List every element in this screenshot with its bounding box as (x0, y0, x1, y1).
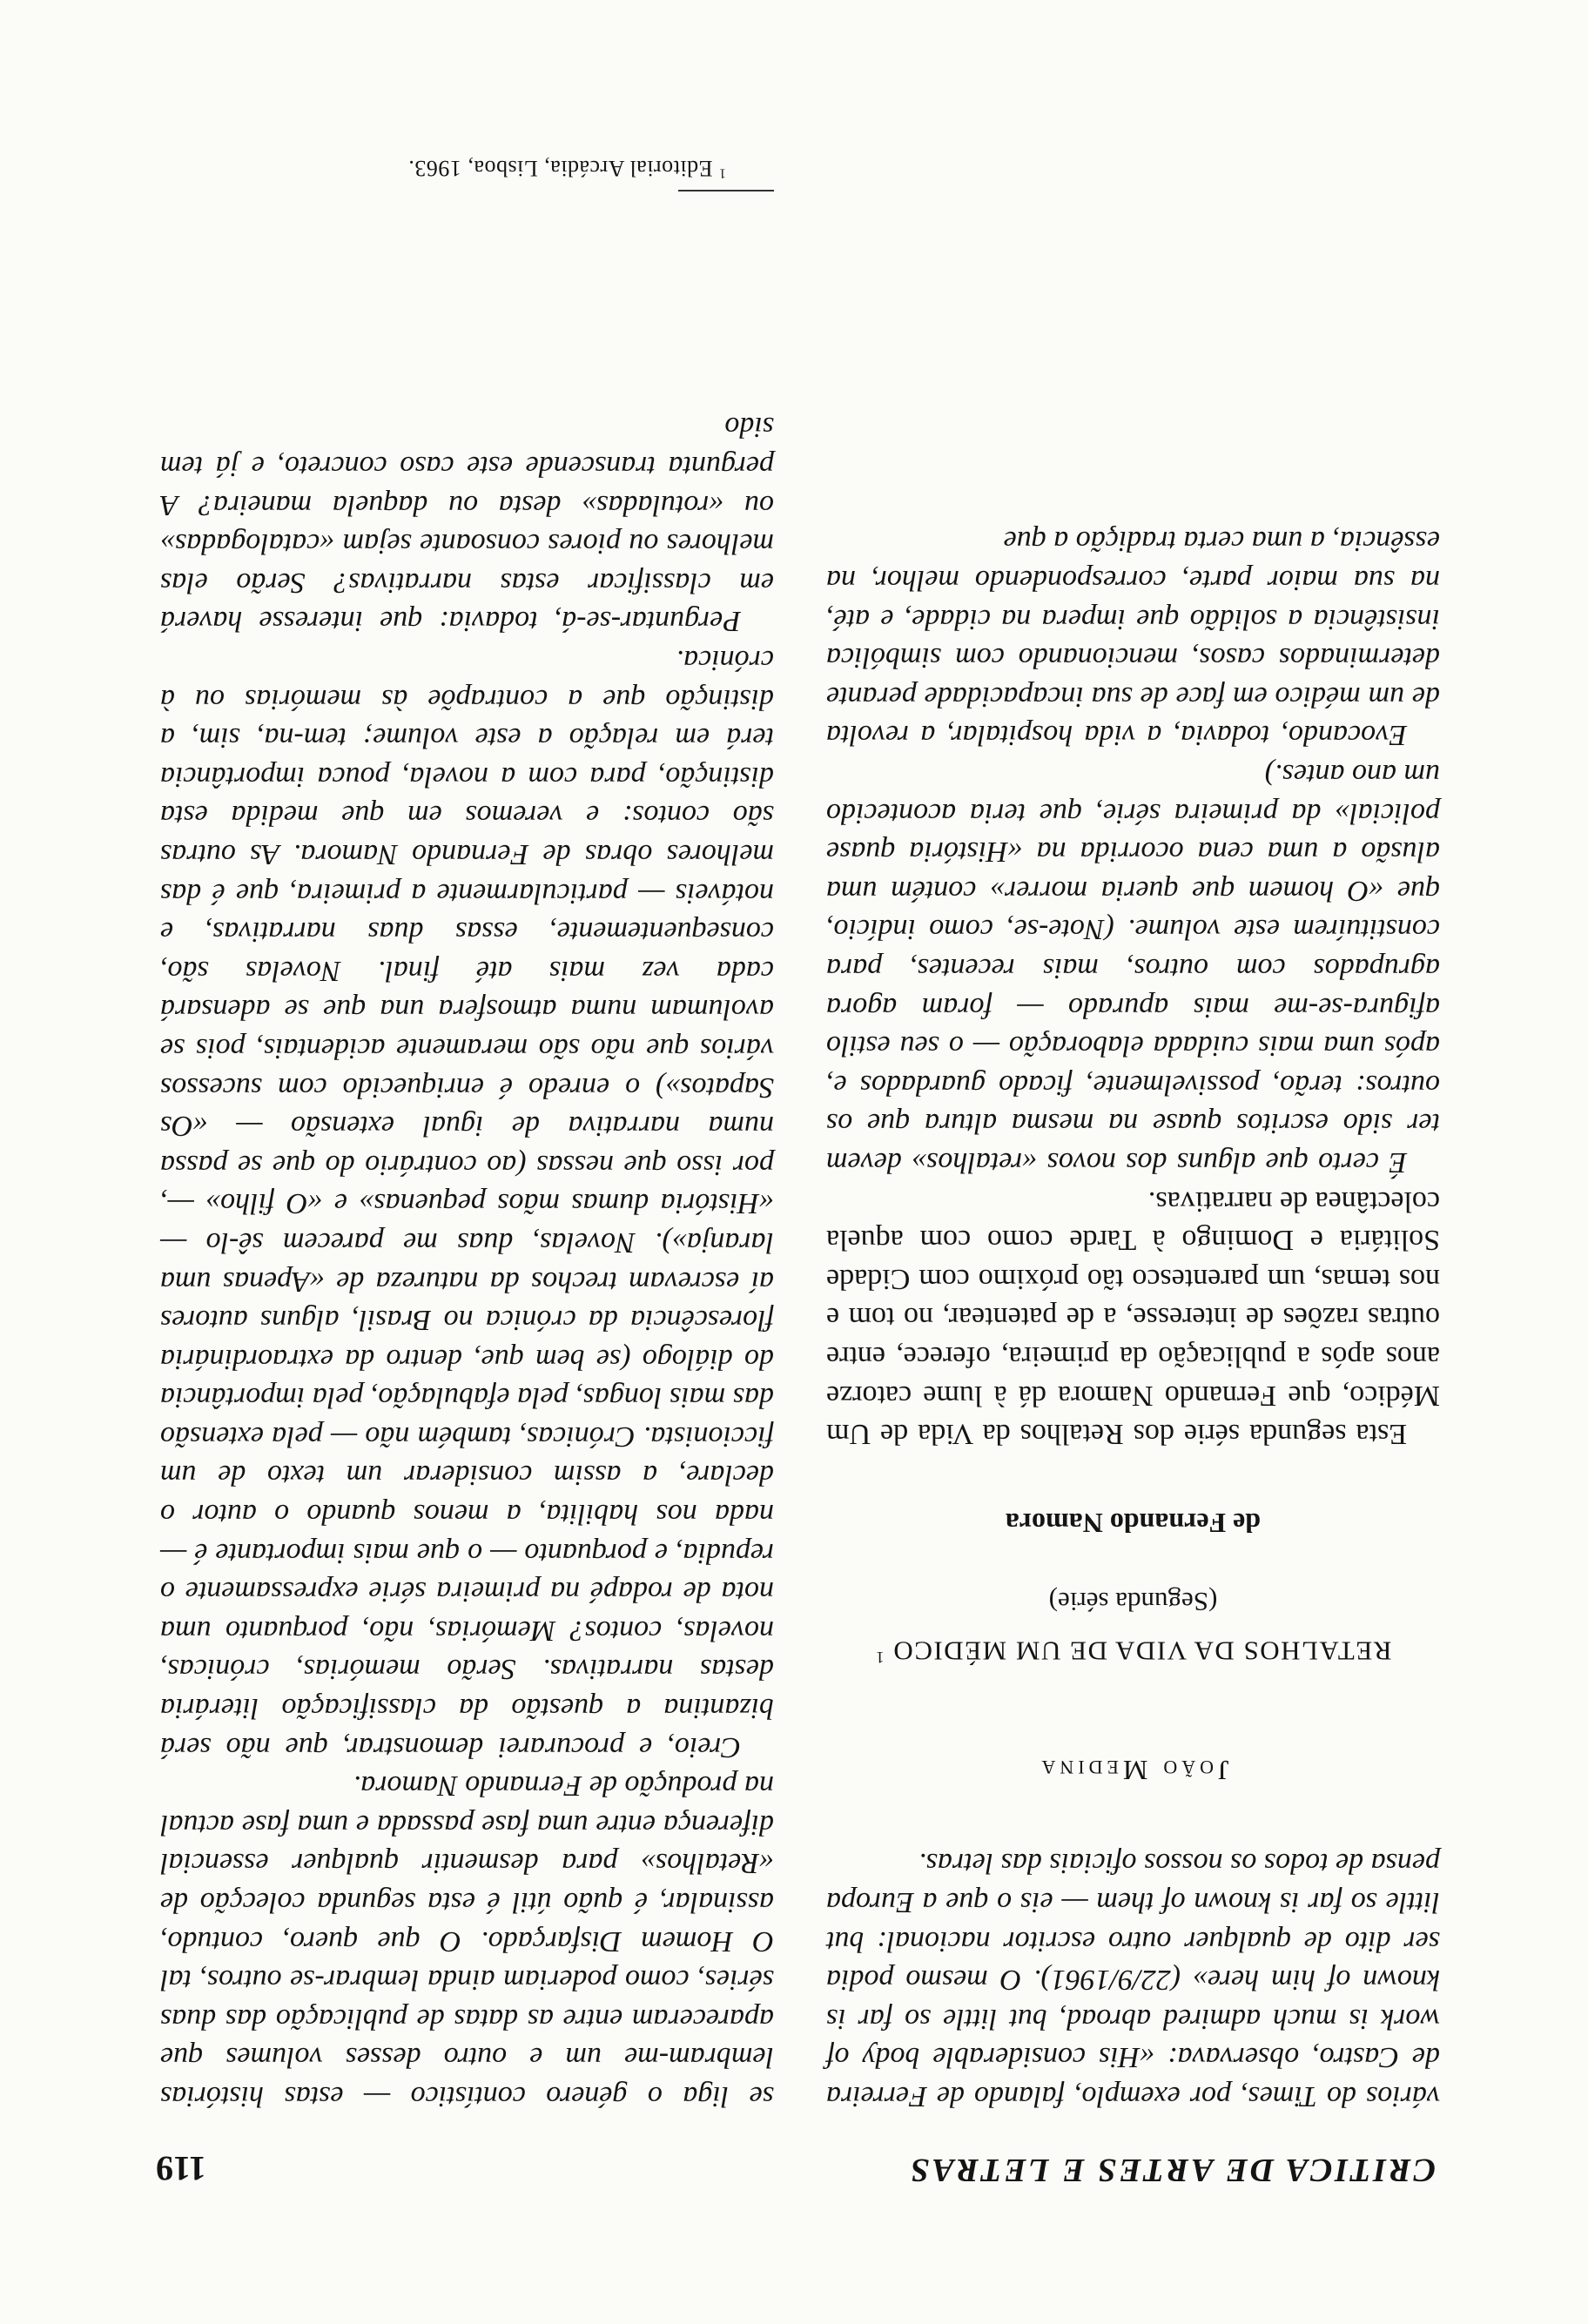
footnote-text: Editorial Arcádia, Lisboa, 1963. (407, 156, 713, 181)
article-title (826, 1631, 1440, 1676)
body-paragraph: É certo que alguns dos novos «retalhos» devem ter sido escritos quase na mesma altura que os outros: terão, possivelmente, ficado guardados e, após uma mais cuidada elaboração — o seu estilo afigura-se-me mais apurado — foram agora agrupados com outros, mais recentes, para constituírem este volume. (Note-se, como indício, que «O homem que queria morrer» contém uma alusão a uma cena ocorrida na «História quase policial» da primeira série, que teria acontecido um ano antes.) (826, 758, 1440, 1179)
article-subtitle: (Segunda série) (1048, 1587, 1218, 1618)
footnote (408, 155, 726, 181)
footnote-number: 1 (718, 165, 726, 181)
page-number: 119 (156, 2149, 206, 2188)
body-paragraph: Esta segunda série dos Retalhos da Vida de Um Médico, que Fernando Namora dá à lume catorze anos após a publicação da primeira, oferece, entre outras razões de interesse, a de patentear, no tom e nos temas, um parentesco tão próximo com Cidade Solitária e Domingo à Tarde como com aquela colectânea de narrativas. (826, 1185, 1440, 1451)
footnote-marker: 1 (874, 1648, 885, 1667)
body-paragraph: Perguntar-se-á, todavia: que interesse haverá em classificar estas narrativas? Serão elas melhores ou piores consoante sejam «catalogadas» ou «rotuladas» desta ou daquela maneira? A pergunta transcende este caso concreto, e já tem sido (160, 411, 774, 638)
left-column (826, 521, 1440, 2115)
body-paragraph: Evocando, todavia, a vida hospitalar, a revolta de um médico em face de sua incapacidade perante determinados casos, mencionando com simbólica insistência a solidão que impera na cidade, e até, na sua maior parte, correspondendo melhor, na essência, a uma certa tradição a que (826, 525, 1440, 752)
review-author: João Medina (1037, 1754, 1229, 1786)
body-paragraph: Creio, e procurarei demonstrar, que não será bizantina a questão da classificação literária destas narrativas. Serão memórias, crónicas, novelas, contos? Memórias, não, porquanto uma nota de rodapé na primeira série expressamente o repudia, e porquanto — o que mais importante é — nada nos habilita, a menos quando o autor o declare, a assim considerar um texto de um ficcionista. Crónicas, também não — pela extensão das mais longas, pela efabulação, pela importância do diálogo (se bem que, dentro da extraordinária florescência da crónica no Brasil, alguns autores aí escrevam trechos da natureza de «Apenas uma laranja»). Novelas, duas me parecem sê-lo — «História dumas mãos pequenas» e «O filho» —, por isso que nessas (ao contrário do que se passa numa narrativa de igual extensão — «Os Sapatos») o enredo é enriquecido com sucessos vários que não são meramente acidentais, pois se avolumam numa atmosfera una que se adensará cada vez mais até final. Novelas são, consequentemente, essas duas narrativas, e notáveis — particularmente a primeira, que é das melhores obras de Fernando Namora. As outras são contos: e veremos em que medida esta distinção, para com a novela, pouca importância terá em relação a este volume; tem-na, sim, a distinção que a contrapõe às memórias ou à crónica. (160, 644, 774, 1763)
footnote-rule (678, 190, 774, 191)
running-head (156, 2146, 1436, 2189)
article-byline: de Fernando Namora (1005, 1507, 1262, 1539)
article-title-text: RETALHOS DA VIDA DE UM MÉDICO (892, 1636, 1392, 1667)
intro-paragraph: vários do Times, por exemplo, falando de Ferreira de Castro, observava: «His considerable body of work is much admired abroad, but little so far is known of him here» (22/9/1961). O mesmo podia ser dito de qualquer outro escritor nacional: but little so far is known of them — eis o que a Europa pensa de todos os nossos oficiais das letras. (826, 1847, 1440, 2112)
right-column (160, 407, 774, 2115)
running-head-title: CRITICA DE ARTES E LETRAS (908, 2152, 1436, 2188)
body-paragraph: se liga o género contístico — estas histórias lembram-me um e outro desses volumes que apareceram entre as datas de publicação das duas séries, como poderiam ainda lembrar-se outros, tal O Homem Disfarçado. O que quero, contudo, assinalar, é quão útil é esta segunda colecção de «Retalhos» para desmentir qualquer essencial diferença entre uma fase passada e uma fase actual na produção de Fernando Namora. (160, 1770, 774, 2112)
